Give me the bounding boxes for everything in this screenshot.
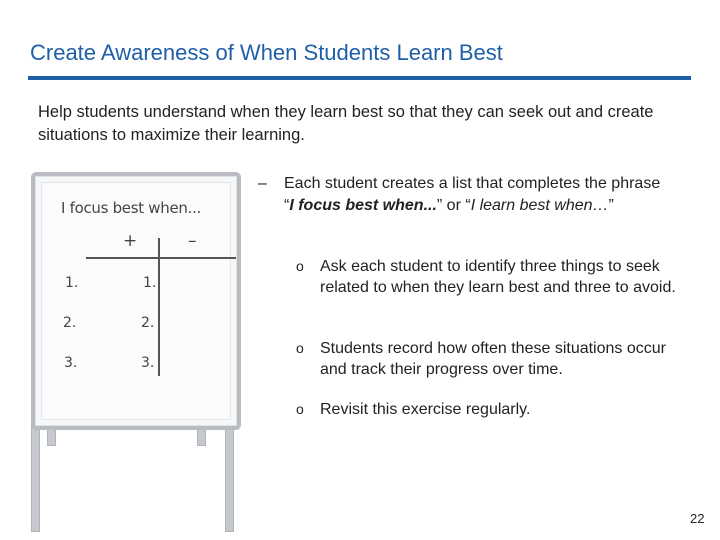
whiteboard-number-right-2: 2.	[141, 315, 155, 331]
whiteboard-surface	[41, 182, 231, 420]
main-bullet-text-start: Each student creates a list that completes the phrase “	[284, 175, 661, 214]
main-bullet-text-or: ” or “	[436, 197, 471, 214]
sub-bullet-text: Ask each student to identify three things to seek related to when they learn best and three to avoid.	[320, 258, 676, 296]
title-divider	[28, 76, 691, 80]
main-bullet	[258, 173, 668, 217]
whiteboard-minus-column: –	[188, 231, 197, 251]
whiteboard-number-right-1: 1.	[143, 275, 157, 291]
sub-bullet-1	[296, 256, 676, 298]
phrase-learn-best: I learn best when…	[470, 197, 609, 214]
whiteboard-leg-back-right	[225, 422, 234, 532]
sub-bullet-marker: o	[296, 340, 304, 356]
main-bullet-text	[284, 173, 668, 217]
intro-text: Help students understand when they learn best so that they can seek out and create situations to maximize their learning.	[38, 103, 654, 144]
whiteboard-number-right-3: 3.	[141, 355, 155, 371]
whiteboard-heading: I focus best when...	[61, 199, 202, 217]
whiteboard-number-left-1: 1.	[65, 275, 79, 291]
page-number: 22	[690, 511, 705, 526]
whiteboard-horizontal-line	[86, 257, 236, 259]
sub-bullet-3	[296, 399, 676, 420]
slide-title: Create Awareness of When Students Learn Best	[30, 40, 503, 65]
bullet-dash: –	[258, 175, 267, 192]
sub-bullet-text: Students record how often these situations occur and track their progress over time.	[320, 340, 666, 378]
main-bullet-text-end: ”	[608, 197, 614, 214]
sub-bullet-2	[296, 338, 676, 380]
phrase-focus-best: I focus best when...	[289, 197, 437, 214]
whiteboard-illustration	[31, 172, 237, 428]
whiteboard-number-left-2: 2.	[63, 315, 77, 331]
whiteboard-number-left-3: 3.	[64, 355, 78, 371]
sub-bullet-text: Revisit this exercise regularly.	[320, 401, 531, 418]
sub-bullet-marker: o	[296, 401, 304, 417]
whiteboard-vertical-line	[158, 238, 160, 376]
whiteboard-leg-back-left	[31, 422, 40, 532]
whiteboard-plus-column: +	[123, 231, 138, 251]
sub-bullet-marker: o	[296, 258, 304, 274]
